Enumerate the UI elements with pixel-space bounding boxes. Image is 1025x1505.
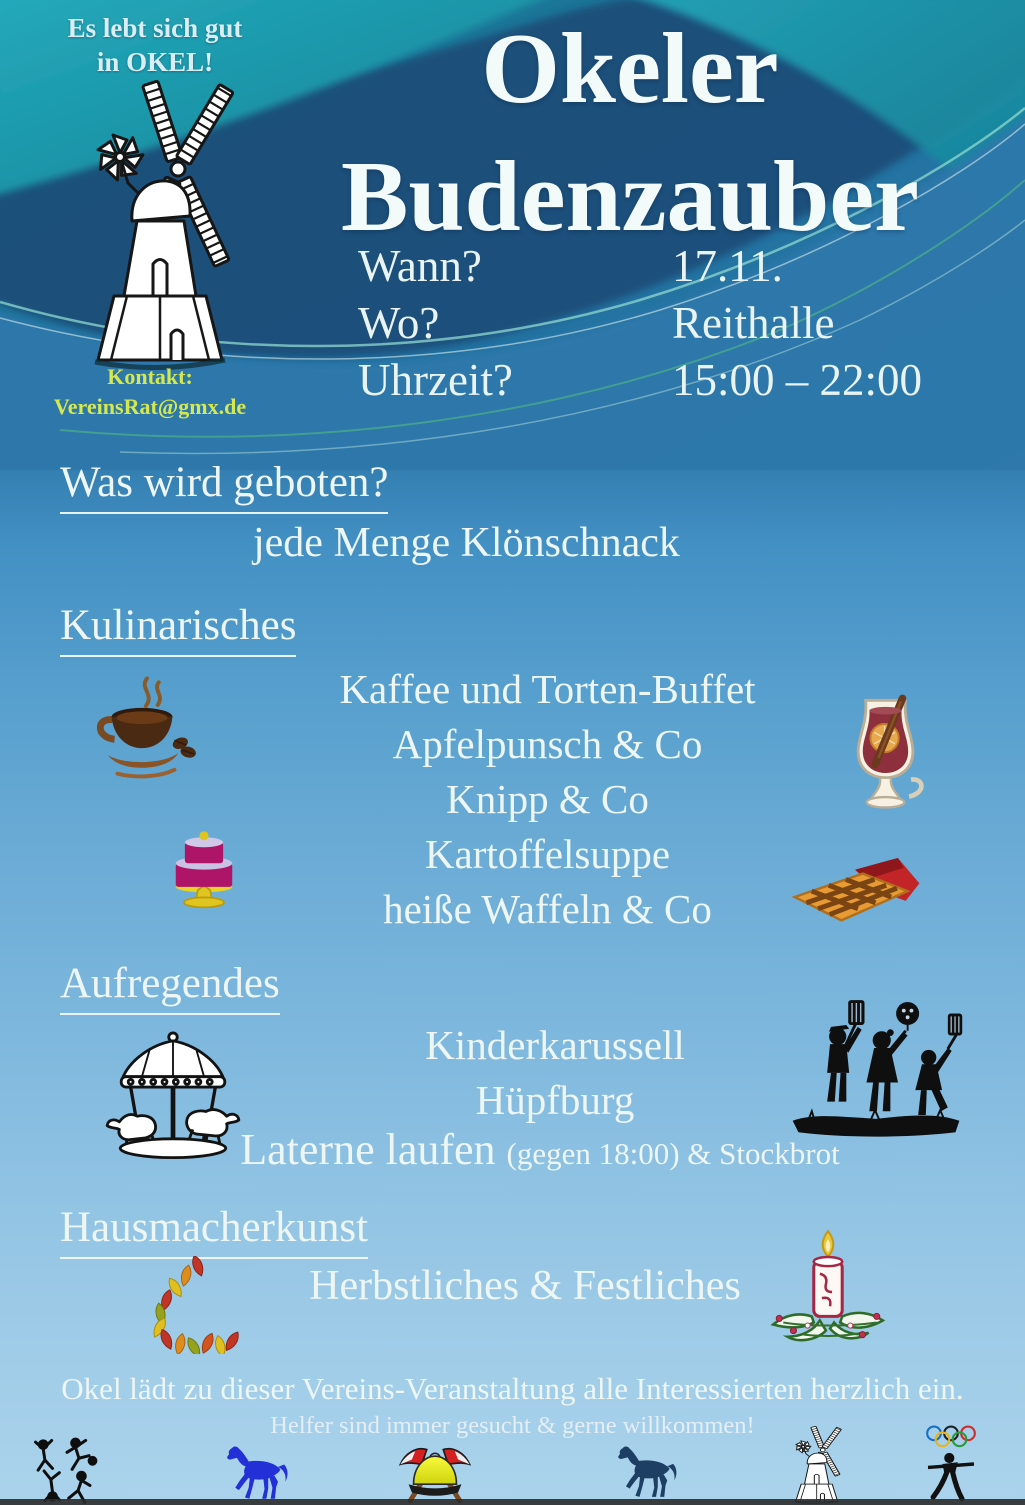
culinary-item: Knipp & Co [446, 776, 649, 822]
footer-invitation: Okel lädt zu dieser Vereins-Veranstaltung alle Interessierten herzlich ein. [61, 1371, 964, 1406]
offer-item: jede Menge Klönschnack [253, 520, 680, 566]
fire-helmet-icon [392, 1438, 478, 1504]
detail-answer-time: 15:00 – 22:00 [672, 355, 923, 405]
culinary-list [215, 662, 880, 937]
section-heading-culinary-text: Kulinarisches [60, 601, 296, 657]
exciting-item: Hüpfburg [475, 1077, 635, 1123]
section-heading-exciting [60, 959, 280, 1015]
culinary-item: Apfelpunsch & Co [392, 721, 703, 767]
tagline [25, 12, 285, 80]
contact-email: VereinsRat@gmx.de [53, 393, 247, 419]
detail-question-where: Wo? [358, 298, 440, 348]
tagline-line1: Es lebt sich gut [67, 13, 243, 43]
detail-question-when: Wann? [358, 241, 482, 291]
tagline-line2: in OKEL! [96, 46, 214, 77]
crafts-item: Herbstliches & Festliches [309, 1263, 741, 1309]
windmill-icon [788, 1426, 842, 1504]
coffee-cup-icon [90, 670, 198, 788]
section-heading-crafts-text: Hausmacherkunst [60, 1203, 368, 1259]
exciting-item: Kinderkarussell [425, 1022, 685, 1068]
acrobats-icon [27, 1437, 107, 1505]
photo-edge-bar [0, 1499, 1025, 1505]
contact-block [18, 362, 282, 421]
autumn-leaves-icon [133, 1256, 245, 1354]
detail-answer-venue: Reithalle [672, 298, 835, 348]
detail-answer-date: 17.11. [672, 241, 783, 291]
detail-question-time: Uhrzeit? [358, 355, 513, 405]
poster-title-line2: Budenzauber [340, 140, 920, 252]
culinary-item: Kaffee und Torten-Buffet [339, 666, 756, 712]
lantern-main-text: Laterne laufen [240, 1125, 507, 1174]
olympic-shooter-icon [922, 1424, 980, 1504]
section-heading-crafts [60, 1203, 368, 1259]
section-heading-offer-text: Was wird geboten? [60, 458, 388, 514]
windmill-icon [75, 80, 235, 370]
poster-title-line1: Okeler [481, 12, 779, 124]
punch-glass-icon [843, 693, 928, 819]
dark-horse-icon [608, 1445, 684, 1501]
carousel-icon [93, 1028, 253, 1163]
layer-cake-icon [163, 810, 245, 910]
section-heading-culinary [60, 601, 296, 657]
exciting-list [250, 1018, 860, 1128]
blue-horse-icon [215, 1445, 297, 1503]
culinary-item: heiße Waffeln & Co [383, 886, 712, 932]
footer-helpers: Helfer sind immer gesucht & gerne willkommen! [270, 1412, 755, 1439]
culinary-item: Kartoffelsuppe [424, 831, 671, 877]
candle-icon [763, 1228, 895, 1352]
lantern-children-icon [785, 995, 967, 1145]
contact-label: Kontakt: [107, 364, 193, 389]
section-heading-offer [60, 458, 388, 514]
section-heading-exciting-text: Aufregendes [60, 959, 280, 1015]
lantern-detail-text: (gegen 18:00) & Stockbrot [506, 1136, 840, 1171]
waffle-icon [788, 858, 926, 934]
